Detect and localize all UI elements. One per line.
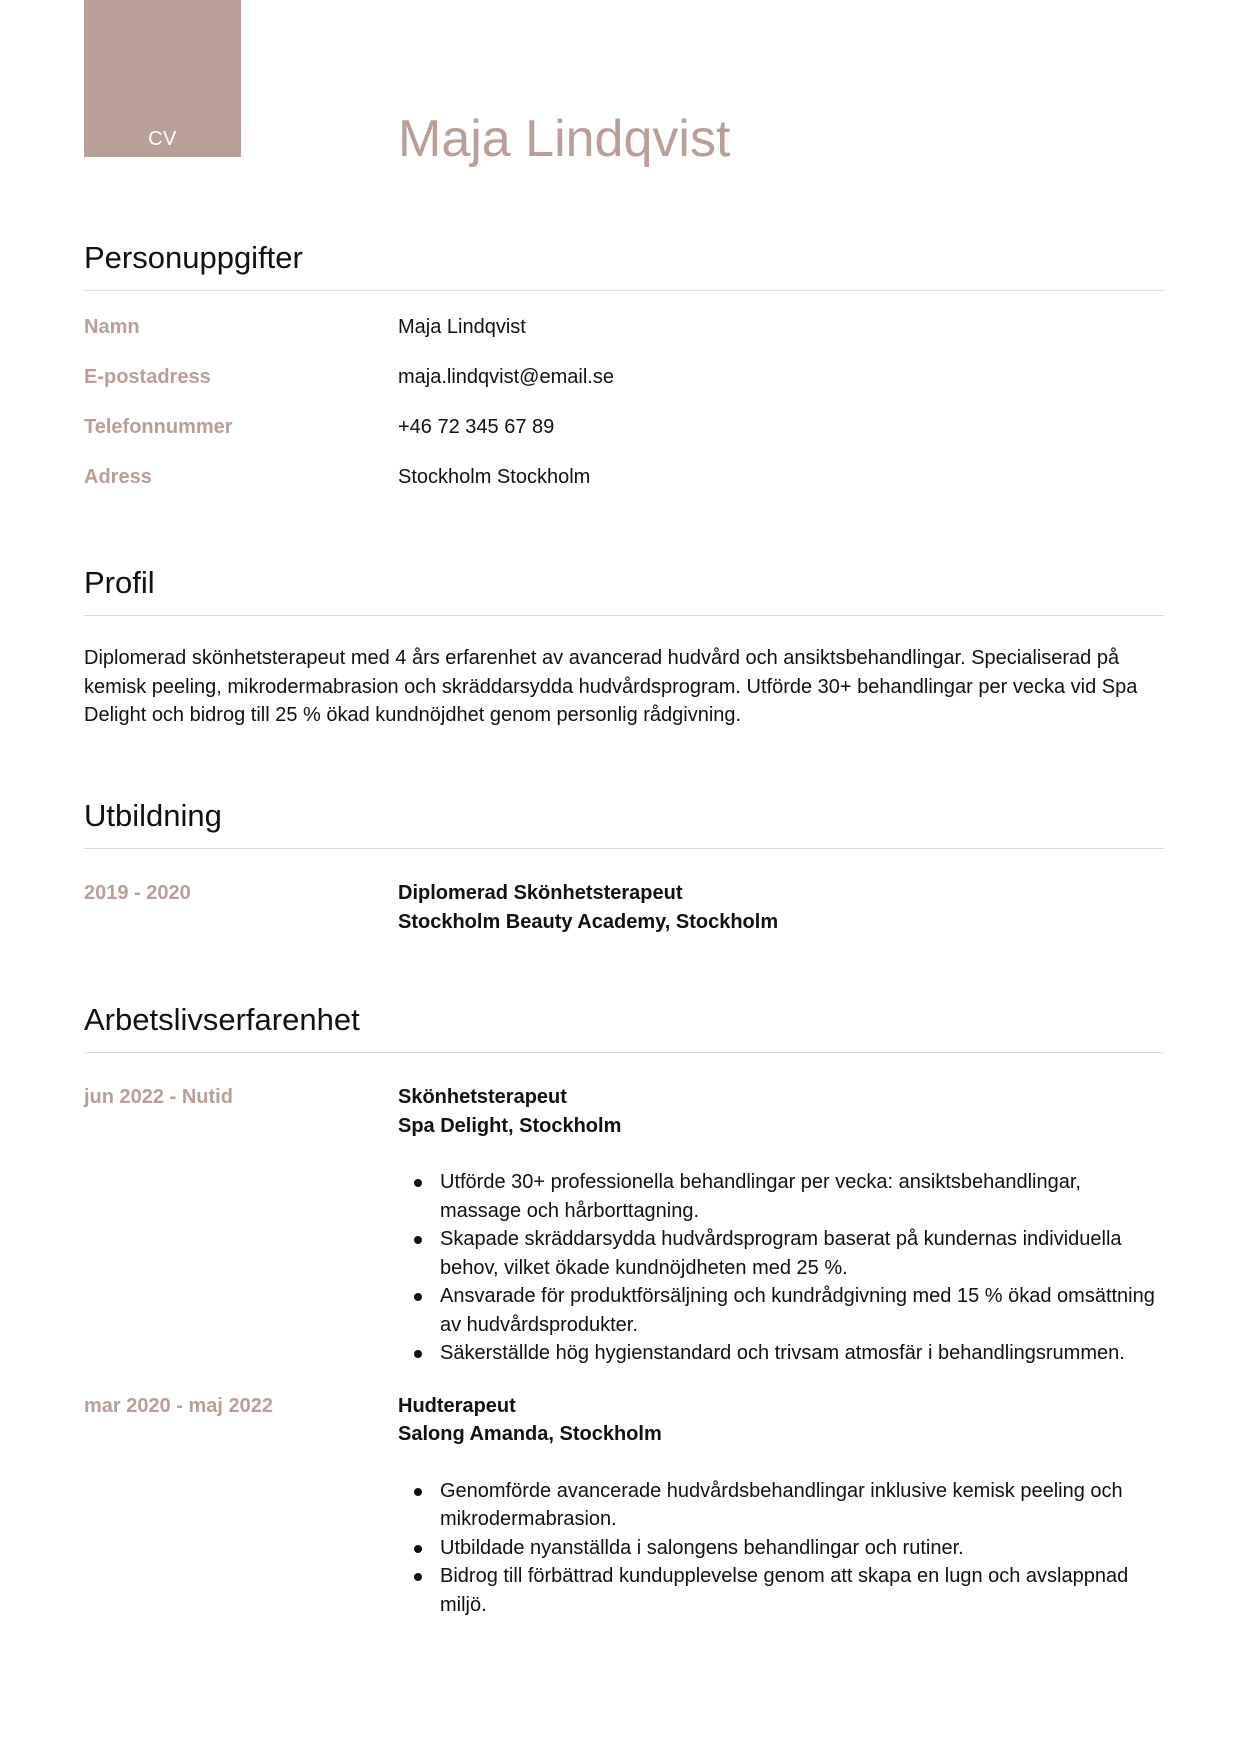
info-label: Adress	[84, 466, 152, 488]
education-list	[84, 849, 1164, 936]
bullet-list	[398, 1168, 1164, 1368]
info-label: Namn	[84, 316, 140, 338]
entry-date: jun 2022 - Nutid	[84, 1086, 233, 1108]
cv-badge	[84, 0, 241, 157]
bullet-item: Utbildade nyanställda i salongens behandlingar och rutiner.	[440, 1534, 1164, 1563]
info-value: maja.lindqvist@email.se	[398, 366, 614, 388]
bullet-item: Säkerställde hög hygienstandard och trivsam atmosfär i behandlingsrummen.	[440, 1339, 1164, 1368]
info-row-phone	[84, 413, 1164, 463]
entry-body	[398, 1083, 1164, 1368]
entry-title: Diplomerad Skönhetsterapeut	[398, 882, 683, 904]
candidate-name: Maja Lindqvist	[398, 110, 731, 168]
education-entry	[84, 879, 1164, 936]
info-row-name	[84, 313, 1164, 363]
work-title: Arbetslivserfarenhet	[84, 1000, 1164, 1053]
entry-org: Spa Delight, Stockholm	[398, 1114, 622, 1137]
work-list	[84, 1053, 1164, 1619]
bullet-item: Genomförde avancerade hudvårdsbehandlingar inklusive kemisk peeling och mikrodermabrasion.	[440, 1477, 1164, 1534]
info-row-email	[84, 363, 1164, 413]
work-entry	[84, 1083, 1164, 1368]
entry-org: Salong Amanda, Stockholm	[398, 1423, 662, 1445]
entry-title: Skönhetsterapeut	[398, 1086, 567, 1108]
bullet-list	[398, 1477, 1164, 1620]
info-row-address	[84, 463, 1164, 513]
cv-badge-label: CV	[148, 128, 177, 150]
info-value: Stockholm Stockholm	[398, 466, 591, 488]
work-section	[84, 1000, 1164, 1619]
work-entry	[84, 1392, 1164, 1620]
info-label: E-postadress	[84, 366, 211, 388]
info-label: Telefonnummer	[84, 416, 233, 438]
bullet-item: Bidrog till förbättrad kundupplevelse genom att skapa en lugn och avslappnad miljö.	[440, 1562, 1164, 1619]
entry-body	[398, 879, 1164, 936]
education-section	[84, 796, 1164, 936]
entry-date: mar 2020 - maj 2022	[84, 1394, 274, 1417]
profile-title: Profil	[84, 563, 1164, 616]
bullet-item: Ansvarade för produktförsäljning och kundrådgivning med 15 % ökad omsättning av hudvårdsprodukter.	[440, 1282, 1164, 1339]
personal-info-section	[84, 238, 1164, 513]
profile-text: Diplomerad skönhetsterapeut med 4 års erfarenhet av avancerad hudvård och ansiktsbehandlingar. Specialiserad på kemisk peeling, mikrodermabrasion och skräddarsydda hudvårdsprogram. Utförde 30+ behandlingar per vecka vid Spa Delight och bidrog till 25 % ökad kundnöjdhet genom personlig rådgivning.	[84, 647, 1138, 726]
entry-title: Hudterapeut	[398, 1394, 516, 1417]
education-title: Utbildning	[84, 796, 1164, 849]
entry-body	[398, 1392, 1164, 1620]
personal-info-title: Personuppgifter	[84, 238, 1164, 291]
personal-info-list	[84, 291, 1164, 513]
entry-date: 2019 - 2020	[84, 882, 191, 904]
profile-section	[84, 563, 1164, 730]
bullet-item: Utförde 30+ professionella behandlingar per vecka: ansiktsbehandlingar, massage och hårborttagning.	[440, 1168, 1164, 1225]
info-value: +46 72 345 67 89	[398, 416, 555, 438]
entry-org: Stockholm Beauty Academy, Stockholm	[398, 910, 779, 933]
bullet-item: Skapade skräddarsydda hudvårdsprogram baserat på kundernas individuella behov, vilket ökade kundnöjdheten med 25 %.	[440, 1225, 1164, 1282]
info-value: Maja Lindqvist	[398, 316, 526, 338]
